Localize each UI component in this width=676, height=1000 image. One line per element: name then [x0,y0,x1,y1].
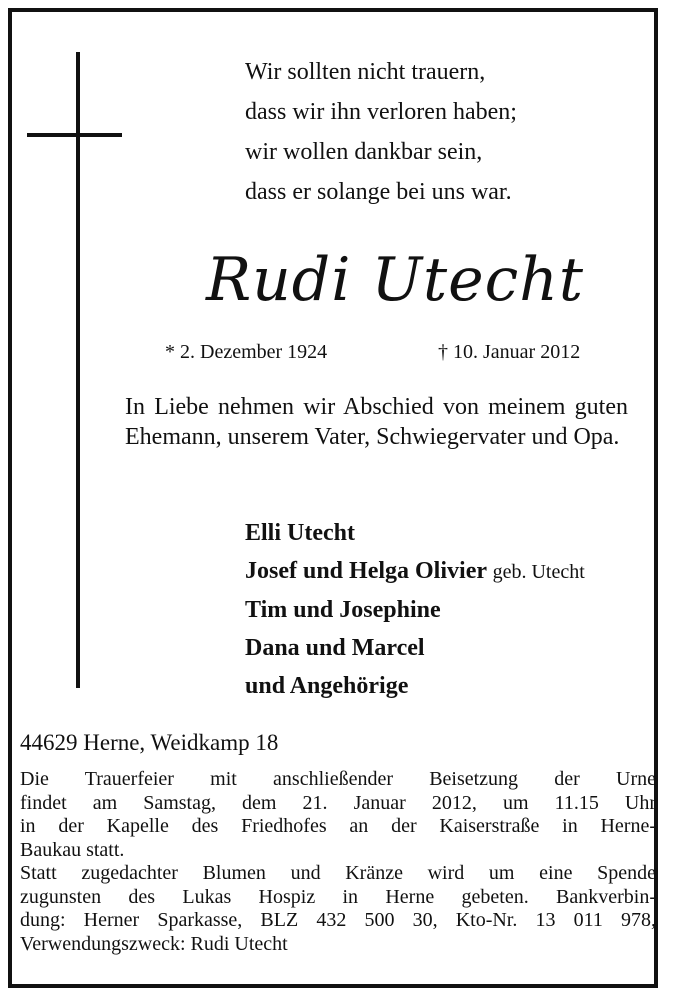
cross-icon-horizontal [27,133,122,137]
farewell-text: In Liebe nehmen wir Abschied von meinem guten Ehemann, unserem Vater, Schwiegervater und Opa. [125,394,628,450]
details-line: Baukau statt. [20,838,125,861]
mourner-line: Tim und Josephine [245,597,441,623]
details-line: Statt zugedachter Blumen und Kränze wird um eine Spende [20,862,656,884]
poem-line: dass wir ihn verloren haben; [245,99,517,125]
poem-line: wir wollen dankbar sein, [245,139,483,165]
details-line: in der Kapelle des Friedhofes an der Kaiserstraße in Herne- [20,815,656,837]
funeral-details [20,768,656,956]
cross-icon-vertical [76,52,80,688]
mourner-line: und Angehörige [245,673,409,699]
mourner-line [245,552,585,591]
death-date: † 10. Januar 2012 [438,341,581,363]
mourner-line: Elli Utecht [245,520,355,546]
mourner-name: Josef und Helga Olivier [245,558,487,584]
poem-line: Wir sollten nicht trauern, [245,59,486,85]
details-line: findet am Samstag, dem 21. Januar 2012, um 11.15 Uhr [20,791,656,814]
details-line: Die Trauerfeier mit anschließender Beisetzung der Urne [20,768,656,790]
poem-line: dass er solange bei uns war. [245,179,512,205]
mourners-list [245,514,585,705]
address: 44629 Herne, Weidkamp 18 [20,730,279,755]
details-line: Verwendungszweck: Rudi Utecht [20,932,288,955]
poem [245,52,517,212]
details-line: zugunsten des Lukas Hospiz in Herne gebeten. Bankverbin- [20,885,656,908]
deceased-name: Rudi Utecht [205,245,585,315]
mourner-line: Dana und Marcel [245,635,425,661]
birth-date: * 2. Dezember 1924 [165,341,328,363]
mourner-nee: geb. Utecht [492,561,585,583]
details-line: dung: Herner Sparkasse, BLZ 432 500 30, Kto-Nr. 13 011 978, [20,909,656,931]
